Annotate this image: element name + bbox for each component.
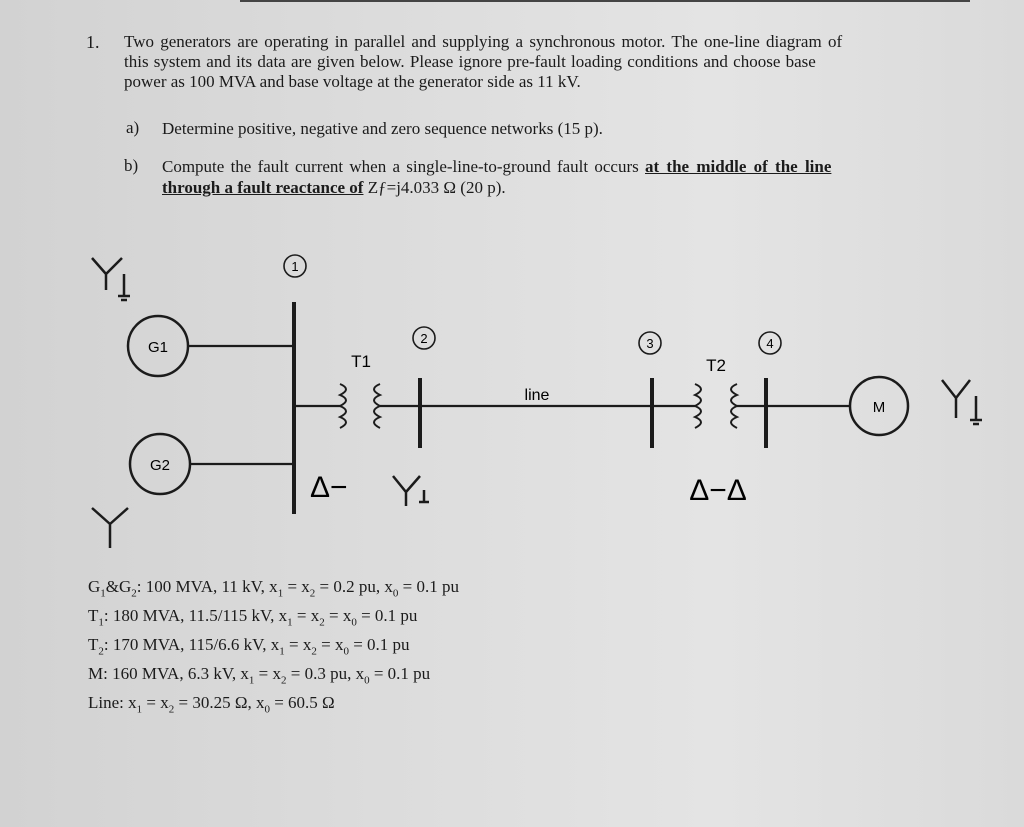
generator-g1 bbox=[128, 316, 188, 376]
t1-wye-grounded-icon bbox=[393, 476, 429, 506]
g2-label: G2 bbox=[149, 457, 171, 474]
bus-4-marker bbox=[759, 332, 781, 354]
part-a-label: a) bbox=[126, 118, 140, 137]
bus-2-marker bbox=[413, 327, 435, 349]
svg-text:3: 3 bbox=[646, 336, 654, 351]
motor-label: M bbox=[872, 399, 886, 416]
component-data bbox=[88, 576, 459, 720]
t2-connection-label: Δ−Δ bbox=[689, 474, 747, 507]
intro-line-2: this system and its data are given below. Please ignore pre-fault loading conditions and choose base bbox=[124, 52, 816, 71]
t1-secondary-coil-icon bbox=[374, 384, 380, 428]
svg-text:2: 2 bbox=[420, 331, 428, 346]
t2-secondary-coil-icon bbox=[731, 384, 737, 428]
t1-label: T1 bbox=[351, 352, 371, 371]
bus-3-marker bbox=[639, 332, 661, 354]
part-b-underline-1: at the middle of the line bbox=[645, 157, 832, 176]
line-label: line bbox=[524, 387, 550, 404]
motor-m bbox=[850, 377, 908, 435]
data-motor: M: 160 MVA, 6.3 kV, $x_1 = x_2 = 0.3$ pu, $x_0 = 0.1$ pu bbox=[88, 663, 431, 687]
g1-wye-grounded-icon bbox=[92, 258, 130, 300]
t1-primary-coil-icon bbox=[340, 384, 346, 428]
question-number: 1. bbox=[86, 32, 100, 52]
g1-label: G1 bbox=[147, 339, 169, 356]
t2-primary-coil-icon bbox=[695, 384, 701, 428]
part-b-text-end: Zƒ=j4.033 Ω (20 p). bbox=[363, 178, 506, 197]
part-b-label: b) bbox=[124, 156, 139, 175]
bus-1-marker bbox=[284, 255, 306, 277]
g2-wye-icon bbox=[92, 508, 128, 548]
svg-text:4: 4 bbox=[766, 336, 774, 351]
svg-text:1: 1 bbox=[291, 259, 299, 274]
intro-line-3: power as 100 MVA and base voltage at the generator side as 11 kV. bbox=[124, 72, 581, 91]
intro-line-1: Two generators are operating in parallel and supplying a synchronous motor. The one-line diagram of bbox=[124, 32, 843, 51]
motor-wye-grounded-icon bbox=[942, 380, 982, 424]
part-a-text: Determine positive, negative and zero sequence networks (15 p). bbox=[162, 119, 603, 138]
part-b-underline-2: through a fault reactance of bbox=[162, 178, 364, 197]
t1-connection-label: Δ− bbox=[310, 471, 348, 504]
data-line: Line: $x_1 = x_2 = 30.25$ Ω, $x_0 = 60.5$ Ω bbox=[88, 692, 335, 715]
data-generators: $G_1\&G_2$: 100 MVA, 11 kV, $x_1 = x_2 = 0.2$ pu, $x_0 = 0.1$ pu bbox=[88, 577, 459, 600]
generator-g2 bbox=[130, 434, 190, 494]
t2-label: T2 bbox=[706, 356, 726, 375]
part-b-text-start: Compute the fault current when a single-line-to-ground fault occurs bbox=[162, 157, 645, 176]
data-t1: $T_1$: 180 MVA, 11.5/115 kV, $x_1 = x_2 = x_0 = 0.1$ pu bbox=[88, 605, 418, 629]
data-t2: $T_2$: 170 MVA, 115/6.6 kV, $x_1 = x_2 = x_0 = 0.1$ pu bbox=[88, 634, 410, 658]
